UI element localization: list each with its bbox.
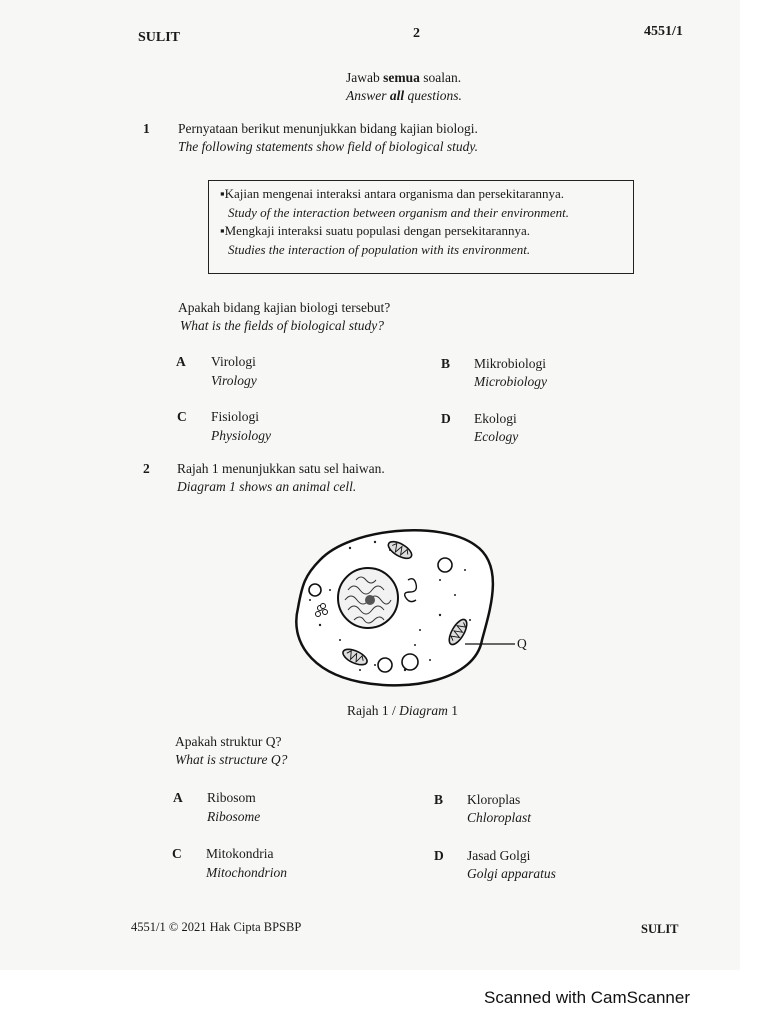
q1-option-a-en[interactable]: Virology [211,373,257,388]
instruction-ms [346,70,461,86]
page-number: 2 [413,26,420,41]
paper-code: 4551/1 [644,24,683,39]
q2-option-c-ms[interactable]: Mitokondria [206,846,274,861]
vacuole [309,584,321,596]
q1-statement-2-ms [220,223,530,239]
vacuole [378,658,392,672]
q1-option-d-letter[interactable]: D [441,411,451,426]
q1-option-a-ms[interactable]: Virologi [211,354,256,369]
q2-number: 2 [143,461,150,476]
q2-option-a-letter[interactable]: A [173,790,183,805]
vacuole [438,558,452,572]
instruction-ms-prefix: Jawab [346,70,384,85]
instruction-en [346,88,462,104]
q2-option-c-en[interactable]: Mitochondrion [206,865,287,880]
q2-option-b-ms[interactable]: Kloroplas [467,792,521,807]
q1-statement-2-ms-text: Mengkaji interaksi suatu populasi dengan persekitarannya. [224,223,531,238]
q2-option-a-ms[interactable]: Ribosom [207,790,256,805]
instruction-en-bold: all [389,88,405,103]
q1-option-d-en[interactable]: Ecology [474,429,519,444]
nucleolus [365,595,375,605]
animal-cell-diagram [290,520,540,700]
diagram-label-q: Q [517,636,527,651]
vacuole [402,654,418,670]
instruction-en-suffix: questions. [404,88,462,103]
q1-question-ms: Apakah bidang kajian biologi tersebut? [178,300,391,315]
diagram-caption [347,703,458,719]
q2-option-d-en[interactable]: Golgi apparatus [467,866,556,881]
bullet-icon: ▪ [220,223,225,238]
q1-question-en: What is the fields of biological study? [180,318,384,333]
q2-question-en: What is structure Q? [175,752,288,767]
q1-option-b-en[interactable]: Microbiology [474,374,547,389]
caption-ms: Rajah 1 / [347,703,400,718]
q1-option-a-letter[interactable]: A [176,354,186,369]
q2-option-d-letter[interactable]: D [434,848,444,863]
instruction-en-prefix: Answer [346,88,390,103]
q1-number: 1 [143,121,150,136]
q1-statement-2-en: Studies the interaction of population with its environment. [228,242,531,257]
q2-option-b-en[interactable]: Chloroplast [467,810,532,825]
q1-statement-1-ms [220,186,564,202]
q2-option-d-ms[interactable]: Jasad Golgi [467,848,531,863]
q2-stem-en: Diagram 1 shows an animal cell. [177,479,357,494]
q1-stem-ms: Pernyataan berikut menunjukkan bidang kajian biologi. [178,121,478,136]
q2-option-b-letter[interactable]: B [434,792,444,807]
caption-num: 1 [447,703,459,718]
bullet-icon: ▪ [220,186,225,201]
q1-option-c-en[interactable]: Physiology [211,428,271,443]
q1-statement-1-ms-text: Kajian mengenai interaksi antara organisma dan persekitarannya. [224,186,565,201]
camscanner-watermark: Scanned with CamScanner [483,988,690,1007]
footer-copyright: 4551/1 © 2021 Hak Cipta BPSBP [131,920,302,934]
q1-option-d-ms[interactable]: Ekologi [474,411,517,426]
q2-option-c-letter[interactable]: C [172,846,182,861]
q1-option-c-ms[interactable]: Fisiologi [211,409,260,424]
q2-stem-ms: Rajah 1 menunjukkan satu sel haiwan. [177,461,385,476]
caption-en: Diagram [399,703,448,718]
q1-statement-1-en: Study of the interaction between organism and their environment. [228,205,569,220]
q2-option-a-en[interactable]: Ribosome [207,809,261,824]
q1-option-b-ms[interactable]: Mikrobiologi [474,356,547,371]
instruction-ms-suffix: soalan. [419,70,462,85]
q1-option-b-letter[interactable]: B [441,356,451,371]
q2-question-ms: Apakah struktur Q? [175,734,282,749]
instruction-ms-bold: semua [383,70,420,85]
header-sulit: SULIT [138,30,181,45]
q1-option-c-letter[interactable]: C [177,409,187,424]
q1-stem-en: The following statements show field of biological study. [178,139,478,154]
footer-sulit: SULIT [641,922,679,936]
